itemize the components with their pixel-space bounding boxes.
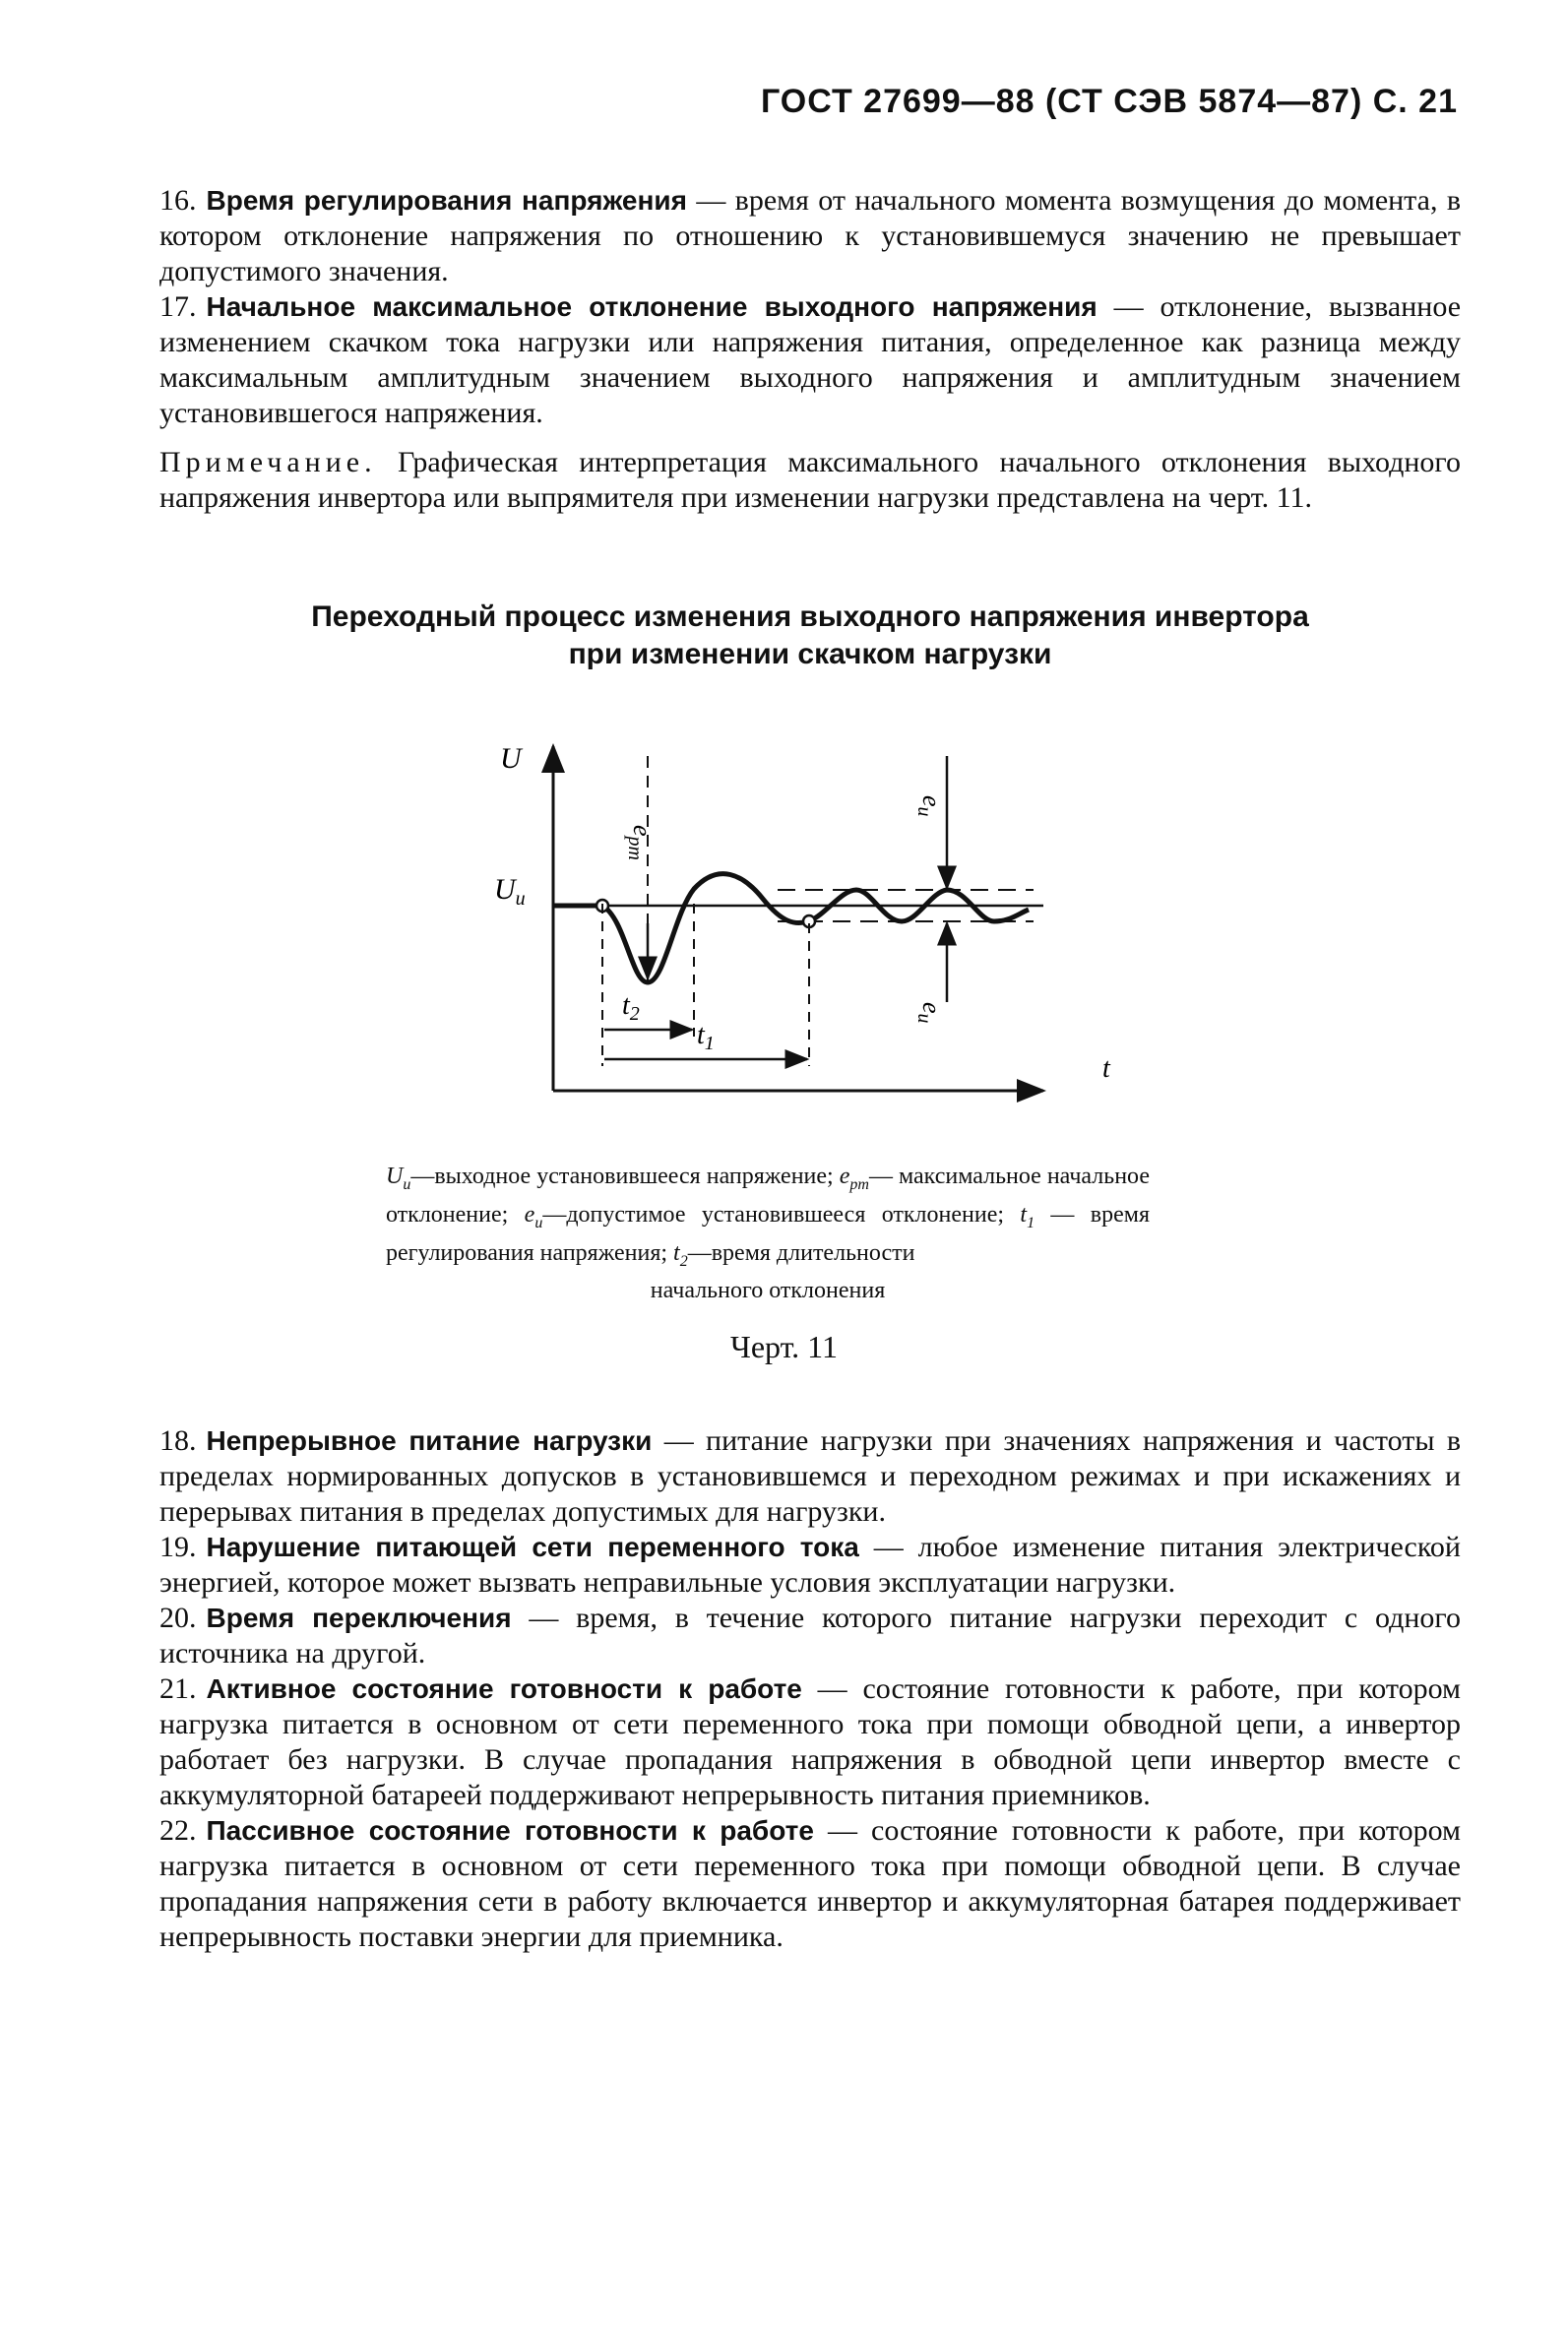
note-label: Примечание.: [159, 446, 377, 478]
t1-label: $t_1$: [697, 1020, 715, 1054]
figure-title-line-2: при изменении скачком нагрузки: [568, 638, 1052, 670]
definition-text: — питание нагрузки при значениях напряжения и частоты в пределах нормированных допусков в установившемся и переходном режимах и при искажениях и перерывах питания в пределах допустимых для нагрузки.: [159, 1424, 1462, 1528]
note: [159, 445, 1461, 516]
x-axis-label: t: [1102, 1053, 1110, 1084]
eu-bottom-label: eu: [913, 1002, 946, 1024]
paragraph-number: 21.: [159, 1672, 197, 1705]
transient-process-chart: [463, 717, 1152, 1130]
paragraph-number: 22.: [159, 1814, 197, 1847]
paragraph-21: [159, 1671, 1461, 1813]
term: Нарушение питающей сети переменного тока: [206, 1532, 859, 1562]
term: Пассивное состояние готовности к работе: [206, 1815, 814, 1846]
eu-top-label: eu: [913, 795, 946, 817]
definition-text: — время, в течение которого питание нагрузки переходит с одного источника на другой.: [159, 1602, 1461, 1670]
term: Начальное максимальное отклонение выходного напряжения: [206, 291, 1098, 322]
figure-number: Черт. 11: [730, 1329, 838, 1364]
definitions-block-1: [159, 183, 1461, 516]
caption-last-line: начального отклонения: [650, 1278, 886, 1304]
paragraph-20: [159, 1601, 1461, 1671]
figure-caption: $U_u—выходное$ установившееся напряжение; $e_{pm}—$ максимальное начальное отклонение; $e_u—допустимое$ установившееся отклонение; $t_1$ — время регулирования напряжения; $t_2—время$ длительности начального отклонения: [386, 1164, 1151, 1304]
definition-text: — отклонение, вызванное изменением скачком тока нагрузки или напряжения питания, определенное как разница между максимальным амплитудным значением выходного напряжения и амплитудным значением установившегося напряжения.: [159, 290, 1462, 429]
figure-title: [159, 599, 1461, 673]
definition-text: — состояние готовности к работе, при котором нагрузка питается в основном от сети переменного тока при помощи обводной цепи. В случае пропадания напряжения сети в работу включается инвертор и аккумуляторная батарея поддерживает непрерывность поставки энергии для приемника.: [159, 1814, 1461, 1953]
paragraph-number: 19.: [159, 1531, 197, 1563]
paragraph-number: 16.: [159, 184, 197, 217]
note-text: Графическая интерпретация максимального начального отклонения выходного напряжения инвертора или выпрямителя при изменении нагрузки представлена на черт. 11.: [159, 446, 1461, 514]
figure-title-line-1: Переходный процесс изменения выходного напряжения инвертора: [311, 600, 1309, 633]
paragraph-22: [159, 1813, 1461, 1955]
paragraph-19: [159, 1530, 1461, 1601]
definitions-block-2: [159, 1423, 1461, 1955]
epm-label: epm: [624, 825, 657, 860]
t2-label: $t_2$: [622, 990, 640, 1025]
uu-label: $U_u$: [494, 873, 526, 910]
page-header: ГОСТ 27699—88 (СТ СЭВ 5874—87) С. 21: [760, 83, 1458, 120]
term: Активное состояние готовности к работе: [206, 1673, 802, 1704]
term: Время регулирования напряжения: [206, 185, 687, 216]
term: Время переключения: [206, 1603, 512, 1633]
paragraph-number: 18.: [159, 1424, 197, 1457]
definition-text: — время от начального момента возмущения до момента, в котором отклонение напряжения по отношению к установившемуся значению не превышает допустимого значения.: [159, 184, 1461, 287]
paragraph-number: 17.: [159, 290, 197, 323]
y-axis-label: U: [500, 742, 522, 775]
definition-text: — состояние готовности к работе, при котором нагрузка питается в основном от сети переменного тока при помощи обводной цепи, а инвертор работает без нагрузки. В случае пропадания напряжения в обводной цепи инвертор вместе с аккумуляторной батареей поддерживают непрерывность питания приемников.: [159, 1672, 1461, 1811]
paragraph-16: [159, 183, 1461, 289]
paragraph-18: [159, 1423, 1461, 1530]
paragraph-number: 20.: [159, 1602, 197, 1634]
definition-text: — любое изменение питания электрической энергией, которое может вызвать неправильные условия эксплуатации нагрузки.: [159, 1531, 1461, 1599]
paragraph-17: [159, 289, 1461, 431]
term: Непрерывное питание нагрузки: [206, 1425, 653, 1456]
